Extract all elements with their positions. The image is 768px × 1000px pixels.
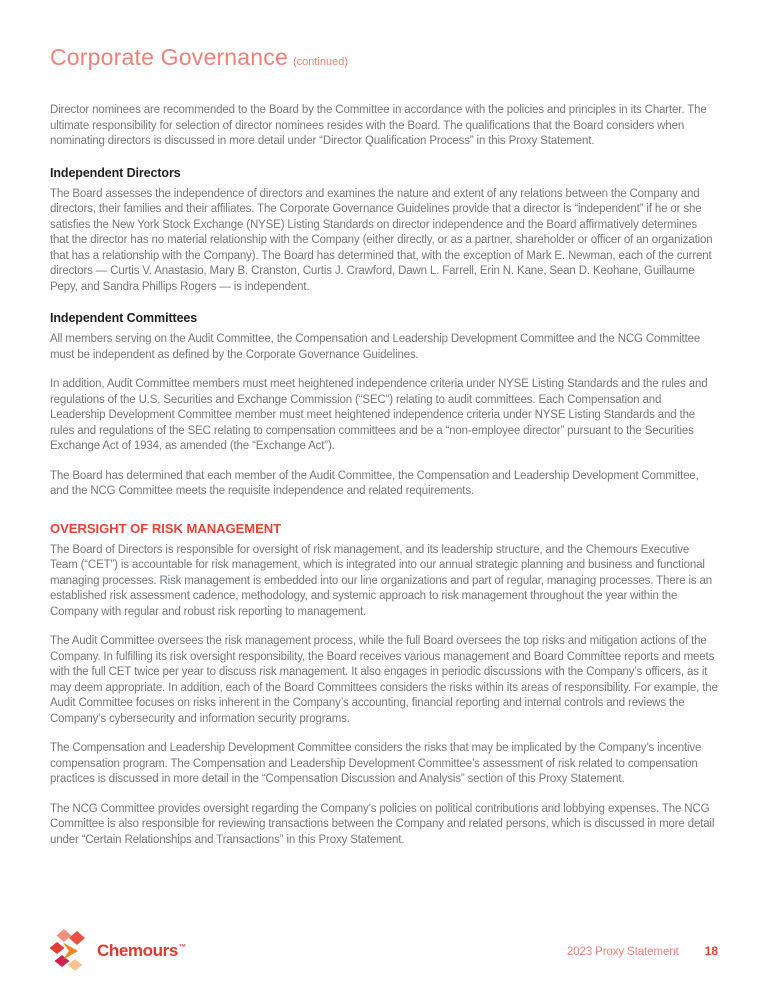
footer-right [567, 944, 718, 958]
page-title-continued: (continued) [292, 56, 349, 68]
chemours-logo [50, 929, 185, 973]
chemours-wordmark [97, 941, 185, 961]
page-footer [50, 926, 718, 976]
doc-label: 2023 Proxy Statement [566, 946, 679, 958]
paragraph-independent-directors: The Board assesses the independence of directors and examines the nature and extent of any relations between the Company and directors, their families and their affiliates. The Corporate Governance Guidelines provide that a director is “independent” if he or she satisfies the New York Stock Exchange (NYSE) Listing Standards on director independence and the Board affirmatively determines that the director has no material relationship with the Company (either directly, or as a partner, shareholder or officer of an organization that has a relationship with the Company). The Board has determined that, with the exception of Mark E. Newman, each of the current directors — Curtis V. Anastasio, Mary B. Cranston, Curtis J. Crawford, Dawn L. Farrell, Erin N. Kane, Sean D. Keohane, Guillaume Pepy, and Sandra Phillips Rogers — is independent. [50, 187, 713, 293]
chemours-wordmark-text: Chemours [97, 941, 178, 960]
section-heading-independent-directors: Independent Directors [50, 165, 181, 180]
paragraph-risk-management-1: The Board of Directors is responsible for oversight of risk management, and its leadership structure, and the Chemours Executive Team (“CET”) is accountable for risk management, which is integrated into our annual strategic planning and business and functional managing processes. Risk management is embedded into our line organizations and part of regular, managing processes. There is an established risk assessment cadence, methodology, and systemic approach to risk management throughout the year within the Company with regular and robust risk reporting to management. [50, 543, 713, 618]
page-content [50, 44, 718, 862]
page-title [50, 44, 718, 75]
paragraph-independent-committees-2: In addition, Audit Committee members must meet heightened independence criteria under NYSE Listing Standards and the rules and regulations of the U.S. Securities and Exchange Commission (“SEC”) relating to audit committees. Each Compensation and Leadership Development Committee member must meet heightened independence criteria under NYSE Listing Standards and the rules and regulations of the SEC relating to compensation committees and be a “non-employee director” pursuant to the Securities Exchange Act of 1934, as amended (the “Exchange Act”). [50, 378, 708, 452]
paragraph-risk-management-4: The NCG Committee provides oversight regarding the Company’s policies on political contributions and lobbying expenses. The NCG Committee is also responsible for reviewing transactions between the Company and related persons, which is discussed in more detail under “Certain Relationships and Transactions” in this Proxy Statement. [50, 802, 715, 846]
page-title-text: Corporate Governance [50, 44, 288, 70]
page-number: 18 [704, 944, 718, 958]
paragraph-independent-committees-3: The Board has determined that each member of the Audit Committee, the Compensation and Leadership Development Committee, and the NCG Committee meets the requisite independence and related requirements. [50, 469, 699, 497]
paragraph-risk-management-3: The Compensation and Leadership Development Committee considers the risks that may be implicated by the Company’s incentive compensation program. The Compensation and Leadership Development Committee’s assessment of risk related to compensation practices is discussed in more detail in the “Compensation Discussion and Analysis” section of this Proxy Statement. [50, 742, 702, 785]
section-heading-oversight-of-risk-management: OVERSIGHT OF RISK MANAGEMENT [50, 520, 282, 536]
paragraph-intro: Director nominees are recommended to the Board by the Committee in accordance with the policies and principles in its Charter. The ultimate responsibility for selection of director nominees resides with the Board. The qualifications that the Board considers when nominating directors is discussed in more detail under “Director Qualification Process” in this Proxy Statement. [50, 104, 707, 147]
section-heading-independent-committees: Independent Committees [50, 311, 198, 325]
chemours-logo-icon [50, 929, 90, 973]
paragraph-independent-committees-1: All members serving on the Audit Committee, the Compensation and Leadership Development Committee and the NCG Committee must be independent as defined by the Corporate Governance Guidelines. [50, 333, 701, 361]
trademark-symbol: ™ [178, 944, 186, 952]
paragraph-risk-management-2: The Audit Committee oversees the risk management process, while the full Board oversees the top risks and mitigation actions of the Company. In fulfilling its risk oversight responsibility, the Board receives various management and Board Committee reports and meets with the full CET twice per year to discuss risk management. It also engages in periodic discussions with the Company’s officers, as it may deem appropriate. In addition, each of the Board Committees considers the risks within its areas of responsibility. For example, the Audit Committee focuses on risks inherent in the Company’s accounting, financial reporting and internal controls and reviews the Company’s cybersecurity and information security programs. [50, 635, 718, 725]
